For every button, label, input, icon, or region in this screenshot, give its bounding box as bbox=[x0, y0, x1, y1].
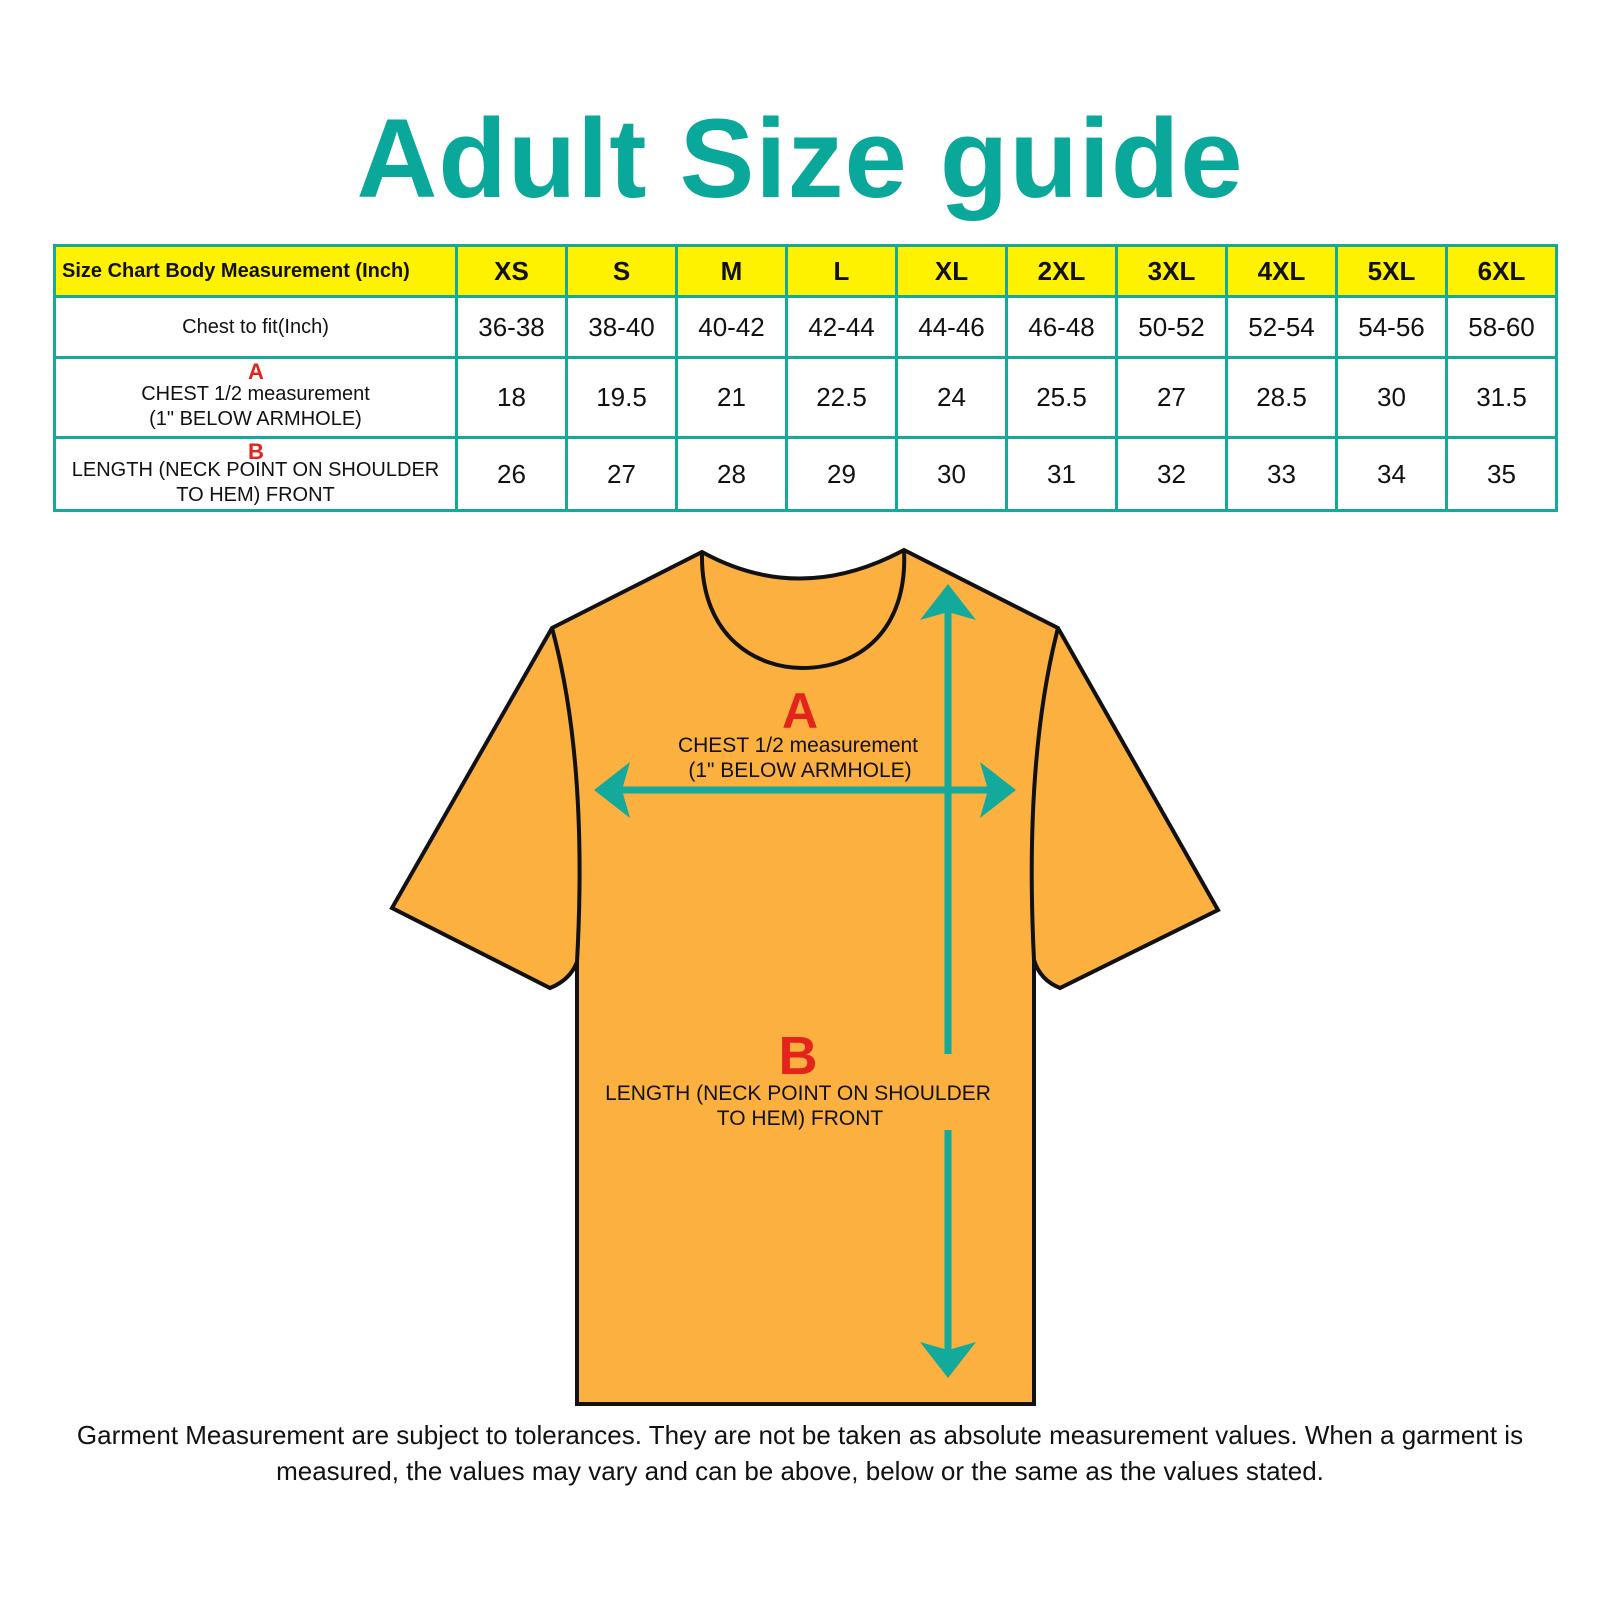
size-header-cell: 6XL bbox=[1447, 246, 1557, 297]
diagram-label-a-line2: (1" BELOW ARMHOLE) bbox=[688, 759, 912, 782]
size-header-cell: XL bbox=[897, 246, 1007, 297]
table-cell: 42-44 bbox=[787, 297, 897, 358]
marker-b: B bbox=[248, 439, 264, 464]
table-cell: 58-60 bbox=[1447, 297, 1557, 358]
size-header-cell: XS bbox=[457, 246, 567, 297]
table-cell: 40-42 bbox=[677, 297, 787, 358]
table-cell: 28 bbox=[677, 438, 787, 511]
table-cell: 33 bbox=[1227, 438, 1337, 511]
table-cell: 30 bbox=[897, 438, 1007, 511]
table-cell: 54-56 bbox=[1337, 297, 1447, 358]
table-cell: 19.5 bbox=[567, 358, 677, 438]
table-cell: 27 bbox=[567, 438, 677, 511]
row-label-text: CHEST 1/2 measurement (1" BELOW ARMHOLE) bbox=[141, 382, 370, 430]
row-label-text: LENGTH (NECK POINT ON SHOULDER TO HEM) FRONT bbox=[71, 459, 440, 506]
table-cell: 28.5 bbox=[1227, 358, 1337, 438]
table-cell: 21 bbox=[677, 358, 787, 438]
table-cell: 18 bbox=[457, 358, 567, 438]
table-cell: 26 bbox=[457, 438, 567, 511]
table-cell: 46-48 bbox=[1007, 297, 1117, 358]
table-cell: 38-40 bbox=[567, 297, 677, 358]
table-cell: 35 bbox=[1447, 438, 1557, 511]
table-cell: 32 bbox=[1117, 438, 1227, 511]
size-header-cell: S bbox=[567, 246, 677, 297]
table-cell: 34 bbox=[1337, 438, 1447, 511]
table-cell: 27 bbox=[1117, 358, 1227, 438]
size-header-cell: M bbox=[677, 246, 787, 297]
table-cell: 22.5 bbox=[787, 358, 897, 438]
table-cell: 31.5 bbox=[1447, 358, 1557, 438]
tolerance-note: Garment Measurement are subject to tolerances. They are not be taken as absolute measurement values. When a garment is measured, the values may vary and can be above, below or the same as the values stated. bbox=[76, 1420, 1524, 1486]
size-header-cell: 4XL bbox=[1227, 246, 1337, 297]
table-cell: 31 bbox=[1007, 438, 1117, 511]
diagram-marker-a: A bbox=[781, 683, 819, 739]
diagram-label-a-line1: CHEST 1/2 measurement bbox=[677, 734, 919, 757]
page-title: Adult Size guide bbox=[356, 96, 1244, 221]
diagram-label-b-line2: TO HEM) FRONT bbox=[716, 1107, 884, 1130]
table-cell: 25.5 bbox=[1007, 358, 1117, 438]
table-cell: 44-46 bbox=[897, 297, 1007, 358]
table-cell: 24 bbox=[897, 358, 1007, 438]
size-header-cell: 5XL bbox=[1337, 246, 1447, 297]
tshirt-shape bbox=[392, 550, 1218, 1404]
size-header-cell: 2XL bbox=[1007, 246, 1117, 297]
diagram-label-b-line1: LENGTH (NECK POINT ON SHOULDER bbox=[605, 1082, 991, 1105]
row-label: Chest to fit(Inch) bbox=[55, 297, 457, 358]
diagram-marker-b: B bbox=[778, 1026, 818, 1086]
size-header-cell: 3XL bbox=[1117, 246, 1227, 297]
table-cell: 29 bbox=[787, 438, 897, 511]
table-cell: 50-52 bbox=[1117, 297, 1227, 358]
table-cell: 36-38 bbox=[457, 297, 567, 358]
header-label: Size Chart Body Measurement (Inch) bbox=[55, 246, 457, 297]
marker-a: A bbox=[248, 359, 264, 384]
table-cell: 30 bbox=[1337, 358, 1447, 438]
table-cell: 52-54 bbox=[1227, 297, 1337, 358]
size-header-cell: L bbox=[787, 246, 897, 297]
